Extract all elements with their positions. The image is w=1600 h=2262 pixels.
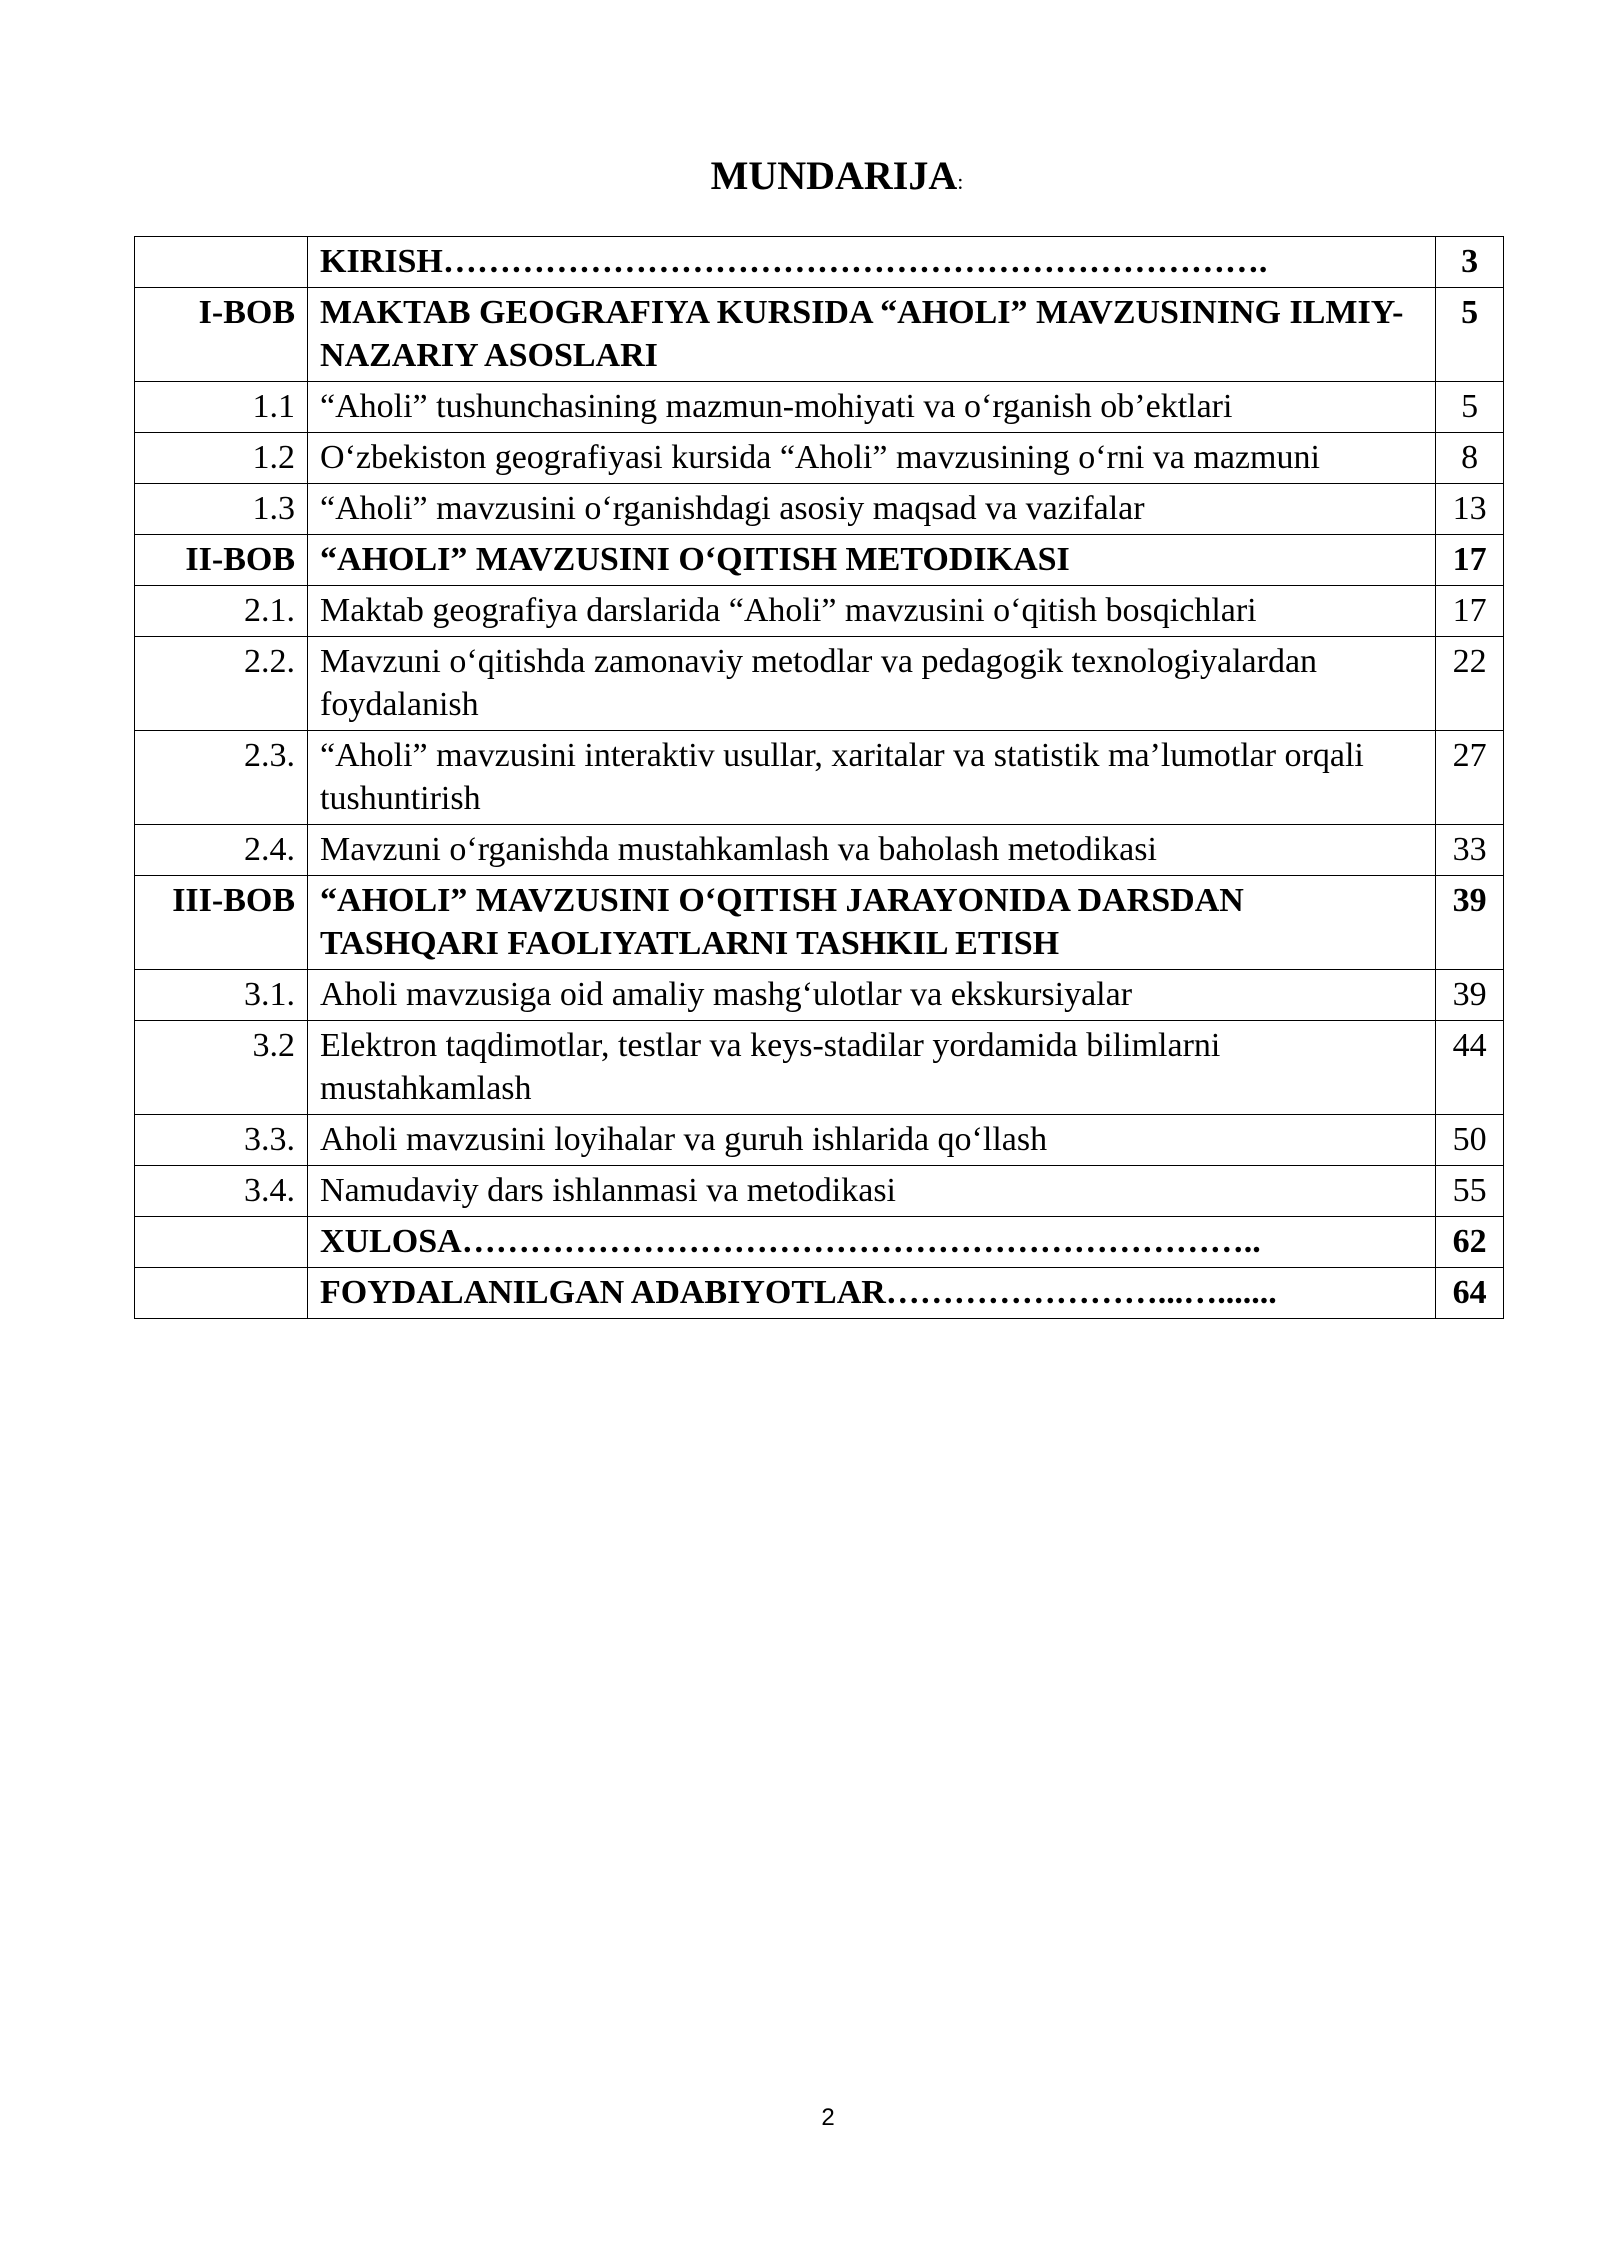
toc-entry-number: III-BOB [135, 876, 308, 970]
toc-entry-title: Mavzuni o‘rganishda mustahkamlash va baholash metodikasi [308, 825, 1436, 876]
toc-entry-page: 17 [1436, 586, 1504, 637]
toc-entry-page: 44 [1436, 1021, 1504, 1115]
toc-entry-title: Mavzuni o‘qitishda zamonaviy metodlar va pedagogik texnologiyalardan foydalanish [308, 637, 1436, 731]
page-number: 2 [821, 2104, 835, 2131]
toc-row [135, 637, 1504, 731]
toc-entry-number: 2.2. [135, 637, 308, 731]
toc-row [135, 825, 1504, 876]
toc-entry-number [135, 1217, 308, 1268]
toc-entry-page: 3 [1436, 237, 1504, 288]
toc-row [135, 970, 1504, 1021]
toc-row [135, 586, 1504, 637]
toc-entry-number: 3.3. [135, 1115, 308, 1166]
toc-entry-page: 13 [1436, 484, 1504, 535]
toc-entry-title: Aholi mavzusiga oid amaliy mashg‘ulotlar va ekskursiyalar [308, 970, 1436, 1021]
toc-entry-title: “Aholi” mavzusini o‘rganishdagi asosiy maqsad va vazifalar [308, 484, 1436, 535]
toc-entry-page: 27 [1436, 731, 1504, 825]
toc-entry-number: 3.2 [135, 1021, 308, 1115]
toc-row [135, 1217, 1504, 1268]
toc-row [135, 535, 1504, 586]
toc-entry-title: Elektron taqdimotlar, testlar va keys-stadilar yordamida bilimlarni mustahkamlash [308, 1021, 1436, 1115]
toc-entry-number: 3.1. [135, 970, 308, 1021]
page-title [0, 152, 1600, 199]
toc-entry-number [135, 1268, 308, 1319]
toc-entry-number: 2.3. [135, 731, 308, 825]
toc-row [135, 237, 1504, 288]
toc-entry-page: 39 [1436, 876, 1504, 970]
toc-entry-title: O‘zbekiston geografiyasi kursida “Aholi” mavzusining o‘rni va mazmuni [308, 433, 1436, 484]
toc-entry-page: 55 [1436, 1166, 1504, 1217]
toc-row [135, 433, 1504, 484]
page-title-text: MUNDARIJA [710, 153, 958, 198]
toc-entry-title: Namudaviy dars ishlanmasi va metodikasi [308, 1166, 1436, 1217]
toc-entry-title: “AHOLI” MAVZUSINI O‘QITISH JARAYONIDA DARSDAN TASHQARI FAOLIYATLARNI TASHKIL ETISH [308, 876, 1436, 970]
toc-row [135, 1021, 1504, 1115]
toc-entry-number: 3.4. [135, 1166, 308, 1217]
toc-entry-page: 8 [1436, 433, 1504, 484]
toc-entry-number: 2.1. [135, 586, 308, 637]
toc-row [135, 1115, 1504, 1166]
toc-entry-title: “AHOLI” MAVZUSINI O‘QITISH METODIKASI [308, 535, 1436, 586]
toc-entry-title: Aholi mavzusini loyihalar va guruh ishlarida qo‘llash [308, 1115, 1436, 1166]
toc-entry-page: 22 [1436, 637, 1504, 731]
toc-row [135, 1268, 1504, 1319]
toc-entry-title: “Aholi” mavzusini interaktiv usullar, xaritalar va statistik ma’lumotlar orqali tushuntirish [308, 731, 1436, 825]
toc-entry-number: 1.2 [135, 433, 308, 484]
toc-entry-page: 39 [1436, 970, 1504, 1021]
toc-entry-title: KIRISH………………………………………………………………. [308, 237, 1436, 288]
toc-entry-number: 1.3 [135, 484, 308, 535]
toc-entry-page: 5 [1436, 288, 1504, 382]
toc-entry-page: 17 [1436, 535, 1504, 586]
toc-row [135, 1166, 1504, 1217]
toc-entry-number: I-BOB [135, 288, 308, 382]
toc-entry-page: 62 [1436, 1217, 1504, 1268]
toc-entry-title: MAKTAB GEOGRAFIYA KURSIDA “AHOLI” MAVZUSINING ILMIY-NAZARIY ASOSLARI [308, 288, 1436, 382]
toc-row [135, 288, 1504, 382]
table-of-contents [134, 236, 1504, 1319]
toc-entry-number [135, 237, 308, 288]
toc-entry-title: FOYDALANILGAN ADABIYOTLAR……………………...…....... [308, 1268, 1436, 1319]
toc-row [135, 484, 1504, 535]
toc-row [135, 731, 1504, 825]
toc-entry-page: 50 [1436, 1115, 1504, 1166]
toc-entry-page: 64 [1436, 1268, 1504, 1319]
toc-row [135, 876, 1504, 970]
toc-entry-number: 1.1 [135, 382, 308, 433]
toc-entry-title: “Aholi” tushunchasining mazmun-mohiyati va o‘rganish ob’ektlari [308, 382, 1436, 433]
toc-body [135, 237, 1504, 1319]
toc-entry-title: XULOSA…………………………………………………………….. [308, 1217, 1436, 1268]
toc-entry-number: II-BOB [135, 535, 308, 586]
toc-row [135, 382, 1504, 433]
toc-entry-number: 2.4. [135, 825, 308, 876]
toc-entry-page: 5 [1436, 382, 1504, 433]
toc-entry-page: 33 [1436, 825, 1504, 876]
toc-entry-title: Maktab geografiya darslarida “Aholi” mavzusini o‘qitish bosqichlari [308, 586, 1436, 637]
page-title-suffix: : [957, 169, 964, 194]
